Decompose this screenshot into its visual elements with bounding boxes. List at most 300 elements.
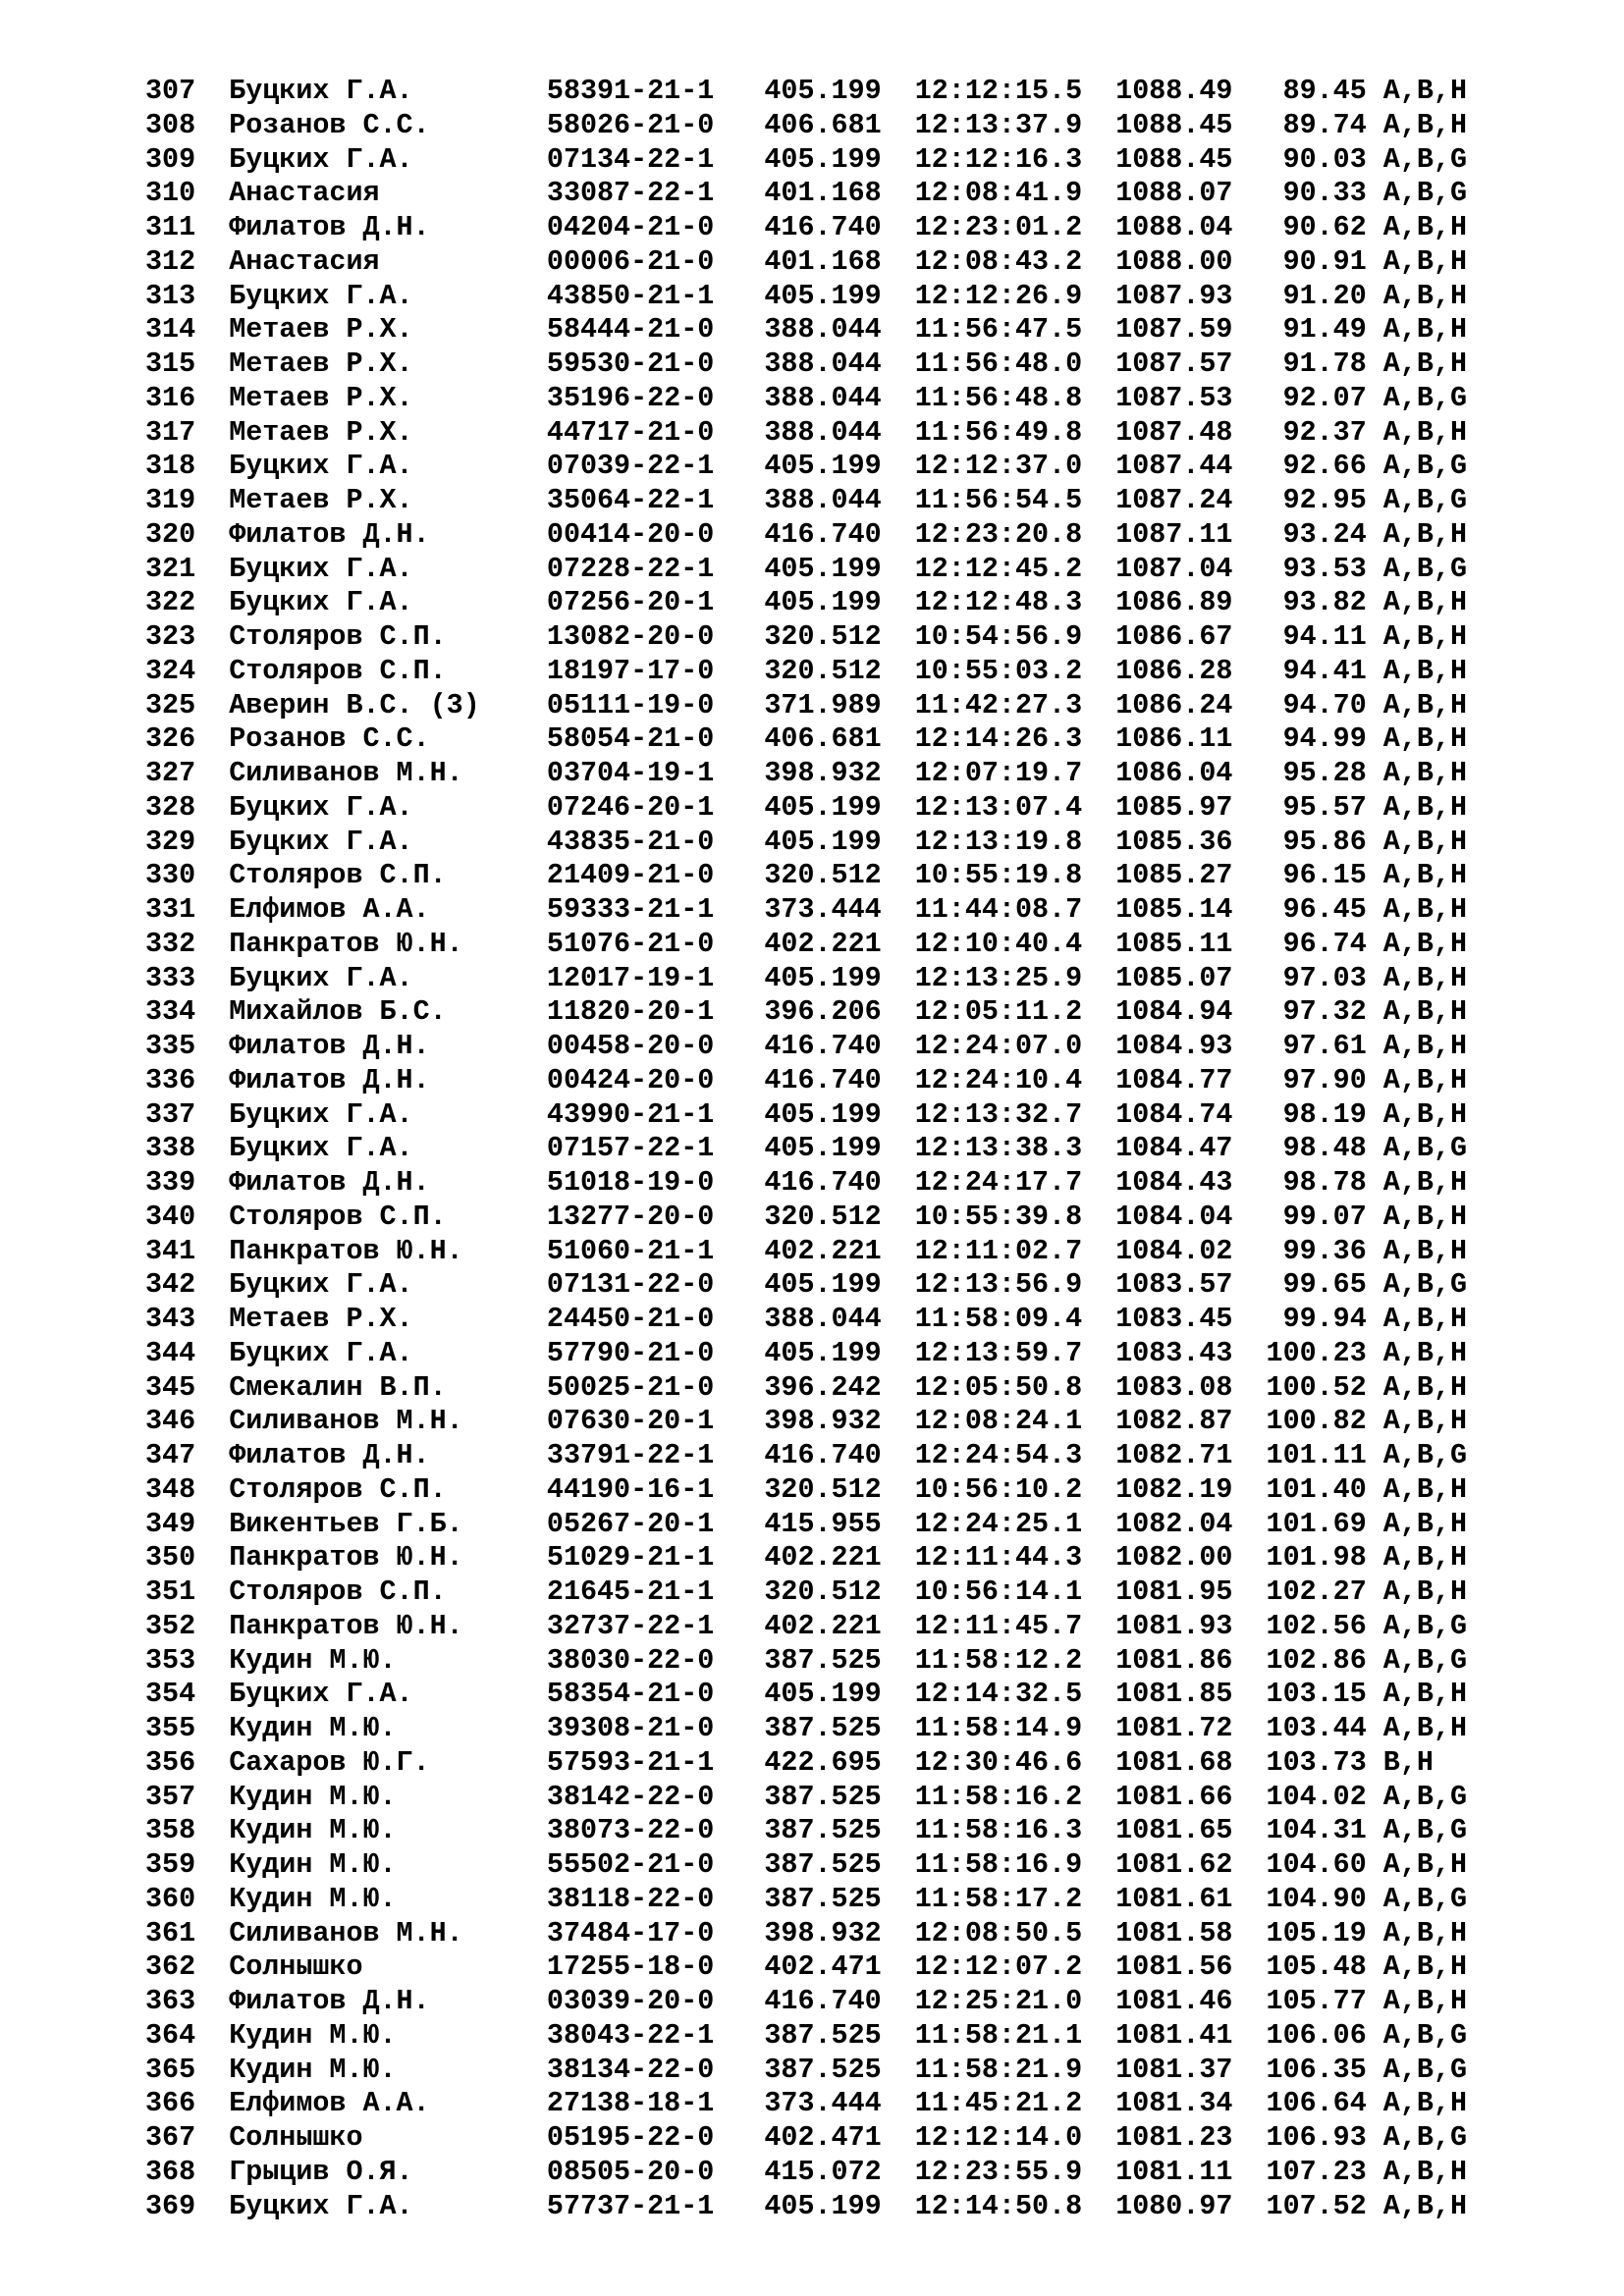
cell-place: 318 [145, 450, 230, 483]
cell-time: 12:23:55.9 [914, 2155, 1116, 2188]
table-row [145, 211, 1467, 245]
cell-coef: 99.65 [1266, 1268, 1383, 1302]
cell-ring: 24450-21-0 [546, 1303, 765, 1335]
cell-place: 360 [145, 1882, 230, 1915]
cell-coef: 101.69 [1266, 1507, 1383, 1540]
cell-ring: 51029-21-1 [546, 1541, 765, 1575]
cell-ring: 03039-20-0 [546, 1985, 765, 2017]
cell-ring: 17255-18-0 [546, 1950, 765, 1984]
cell-coef: 103.15 [1266, 1678, 1383, 1711]
table-row [145, 1712, 1467, 1746]
cell-coef: 103.44 [1266, 1712, 1383, 1744]
cell-name: Розанов С.С. [229, 722, 547, 756]
cell-distance: 320.512 [764, 1472, 915, 1506]
cell-distance: 405.199 [764, 790, 915, 824]
cell-time: 11:56:54.5 [914, 484, 1116, 516]
cell-distance: 387.525 [764, 1712, 915, 1744]
cell-groups: A,B,G [1382, 1439, 1467, 1471]
cell-coef: 90.91 [1266, 244, 1383, 278]
cell-ring: 03704-19-1 [546, 757, 765, 789]
cell-place: 313 [145, 279, 230, 312]
cell-speed: 1088.45 [1115, 142, 1267, 176]
cell-name: Кудин М.Ю. [229, 1848, 547, 1881]
table-row [145, 1814, 1467, 1848]
cell-place: 333 [145, 961, 230, 994]
cell-place: 357 [145, 1780, 230, 1813]
cell-coef: 104.90 [1266, 1882, 1383, 1915]
cell-time: 11:58:16.2 [914, 1780, 1116, 1813]
cell-speed: 1085.36 [1115, 825, 1267, 858]
cell-coef: 98.48 [1266, 1132, 1383, 1165]
cell-time: 10:56:10.2 [914, 1472, 1116, 1506]
cell-speed: 1084.47 [1115, 1132, 1267, 1165]
cell-distance: 388.044 [764, 313, 915, 347]
cell-speed: 1083.43 [1115, 1336, 1267, 1369]
cell-speed: 1084.93 [1115, 1030, 1267, 1062]
cell-name: Буцких Г.А. [229, 279, 547, 312]
cell-distance: 416.740 [764, 1439, 915, 1471]
table-row [145, 177, 1467, 211]
cell-name: Буцких Г.А. [229, 790, 547, 824]
cell-speed: 1081.72 [1115, 1712, 1267, 1744]
cell-speed: 1086.28 [1115, 654, 1267, 687]
cell-distance: 405.199 [764, 2189, 915, 2222]
cell-ring: 07131-22-0 [546, 1268, 765, 1302]
cell-distance: 398.932 [764, 1916, 915, 1949]
cell-ring: 55502-21-0 [546, 1848, 765, 1881]
cell-name: Кудин М.Ю. [229, 2053, 547, 2086]
table-row [145, 518, 1467, 553]
cell-distance: 402.221 [764, 927, 915, 960]
cell-speed: 1081.46 [1115, 1985, 1267, 2017]
table-row [145, 757, 1467, 791]
cell-name: Кудин М.Ю. [229, 1712, 547, 1744]
cell-ring: 00458-20-0 [546, 1030, 765, 1062]
cell-name: Буцких Г.А. [229, 1268, 547, 1302]
table-row [145, 75, 1467, 109]
cell-coef: 95.28 [1266, 757, 1383, 789]
cell-place: 312 [145, 244, 230, 278]
cell-coef: 98.19 [1266, 1097, 1383, 1131]
cell-name: Столяров С.П. [229, 654, 547, 687]
cell-groups: A,B,H [1382, 927, 1467, 960]
cell-time: 12:12:07.2 [914, 1950, 1116, 1984]
cell-groups: A,B,H [1382, 1405, 1467, 1438]
cell-speed: 1086.24 [1115, 688, 1267, 721]
cell-coef: 98.78 [1266, 1166, 1383, 1199]
cell-coef: 92.66 [1266, 450, 1383, 483]
cell-distance: 415.072 [764, 2155, 915, 2188]
cell-groups: A,B,H [1382, 2189, 1467, 2222]
cell-place: 369 [145, 2189, 230, 2222]
table-row [145, 1439, 1467, 1473]
cell-groups: A,B,G [1382, 1814, 1467, 1847]
cell-place: 314 [145, 313, 230, 347]
cell-place: 332 [145, 927, 230, 960]
cell-coef: 97.61 [1266, 1030, 1383, 1062]
table-row [145, 2156, 1467, 2190]
cell-place: 351 [145, 1575, 230, 1608]
cell-time: 11:58:09.4 [914, 1303, 1116, 1335]
cell-groups: A,B,H [1382, 1712, 1467, 1744]
cell-name: Буцких Г.А. [229, 2189, 547, 2222]
table-row [145, 416, 1467, 451]
cell-ring: 05195-22-0 [546, 2121, 765, 2154]
cell-distance: 416.740 [764, 517, 915, 551]
cell-speed: 1082.00 [1115, 1541, 1267, 1575]
cell-coef: 106.06 [1266, 2018, 1383, 2052]
cell-ring: 58444-21-0 [546, 313, 765, 347]
cell-time: 12:14:26.3 [914, 722, 1116, 756]
cell-groups: A,B,H [1382, 1303, 1467, 1335]
cell-time: 12:08:24.1 [914, 1405, 1116, 1438]
cell-speed: 1081.61 [1115, 1882, 1267, 1915]
cell-time: 12:24:25.1 [914, 1507, 1116, 1540]
cell-ring: 18197-17-0 [546, 654, 765, 687]
cell-coef: 104.31 [1266, 1814, 1383, 1847]
cell-coef: 89.45 [1266, 75, 1383, 107]
cell-time: 12:13:25.9 [914, 961, 1116, 994]
cell-place: 350 [145, 1541, 230, 1575]
cell-name: Кудин М.Ю. [229, 1814, 547, 1847]
table-row [145, 1064, 1467, 1098]
cell-ring: 13277-20-0 [546, 1200, 765, 1233]
cell-groups: A,B,G [1382, 552, 1467, 585]
cell-time: 12:13:32.7 [914, 1097, 1116, 1131]
cell-place: 320 [145, 517, 230, 551]
cell-distance: 388.044 [764, 415, 915, 449]
cell-coef: 99.36 [1266, 1234, 1383, 1267]
cell-ring: 58354-21-0 [546, 1678, 765, 1711]
cell-distance: 402.221 [764, 1541, 915, 1575]
table-row [145, 655, 1467, 689]
cell-ring: 07256-20-1 [546, 586, 765, 619]
cell-ring: 05111-19-0 [546, 688, 765, 721]
cell-groups: A,B,H [1382, 1507, 1467, 1540]
cell-distance: 406.681 [764, 108, 915, 141]
cell-coef: 99.07 [1266, 1200, 1383, 1233]
cell-time: 12:05:50.8 [914, 1370, 1116, 1404]
cell-time: 12:08:50.5 [914, 1916, 1116, 1949]
cell-speed: 1087.53 [1115, 381, 1267, 414]
cell-name: Буцких Г.А. [229, 961, 547, 994]
cell-place: 316 [145, 381, 230, 414]
table-row [145, 1541, 1467, 1575]
cell-coef: 106.93 [1266, 2121, 1383, 2154]
cell-coef: 96.45 [1266, 893, 1383, 926]
cell-distance: 373.444 [764, 2087, 915, 2120]
cell-speed: 1087.11 [1115, 517, 1267, 551]
cell-groups: A,B,H [1382, 1575, 1467, 1608]
cell-distance: 388.044 [764, 484, 915, 516]
cell-name: Буцких Г.А. [229, 825, 547, 858]
cell-name: Елфимов А.А. [229, 2087, 547, 2120]
cell-place: 319 [145, 484, 230, 516]
cell-distance: 387.525 [764, 1848, 915, 1881]
cell-speed: 1084.77 [1115, 1063, 1267, 1096]
cell-coef: 90.33 [1266, 177, 1383, 210]
cell-time: 12:14:32.5 [914, 1678, 1116, 1711]
cell-place: 326 [145, 722, 230, 756]
cell-time: 11:45:21.2 [914, 2087, 1116, 2120]
cell-distance: 396.242 [764, 1370, 915, 1404]
table-row [145, 2019, 1467, 2054]
table-row [145, 689, 1467, 723]
cell-distance: 405.199 [764, 1268, 915, 1302]
cell-ring: 07039-22-1 [546, 450, 765, 483]
cell-coef: 90.62 [1266, 211, 1383, 243]
table-row [145, 722, 1467, 757]
cell-place: 365 [145, 2053, 230, 2086]
cell-place: 308 [145, 108, 230, 141]
table-row [145, 1473, 1467, 1508]
cell-speed: 1081.85 [1115, 1678, 1267, 1711]
cell-speed: 1084.04 [1115, 1200, 1267, 1233]
cell-coef: 105.77 [1266, 1985, 1383, 2017]
cell-coef: 92.37 [1266, 415, 1383, 449]
cell-coef: 91.49 [1266, 313, 1383, 347]
cell-groups: A,B,H [1382, 1030, 1467, 1062]
cell-time: 12:13:38.3 [914, 1132, 1116, 1165]
cell-groups: A,B,H [1382, 279, 1467, 312]
cell-place: 325 [145, 688, 230, 721]
cell-name: Силиванов М.Н. [229, 1916, 547, 1949]
table-row [145, 2121, 1467, 2156]
cell-coef: 102.27 [1266, 1575, 1383, 1608]
cell-coef: 95.86 [1266, 825, 1383, 858]
cell-distance: 405.199 [764, 1678, 915, 1711]
cell-groups: A,B,G [1382, 177, 1467, 210]
table-row [145, 553, 1467, 587]
cell-ring: 08505-20-0 [546, 2155, 765, 2188]
cell-name: Буцких Г.А. [229, 450, 547, 483]
cell-distance: 320.512 [764, 1575, 915, 1608]
cell-ring: 00414-20-0 [546, 517, 765, 551]
cell-coef: 100.82 [1266, 1405, 1383, 1438]
cell-time: 11:42:27.3 [914, 688, 1116, 721]
cell-distance: 402.221 [764, 1234, 915, 1267]
cell-name: Столяров С.П. [229, 859, 547, 892]
cell-ring: 11820-20-1 [546, 995, 765, 1029]
cell-speed: 1088.00 [1115, 244, 1267, 278]
cell-speed: 1081.86 [1115, 1643, 1267, 1677]
cell-ring: 05267-20-1 [546, 1507, 765, 1540]
table-row [145, 1950, 1467, 1985]
cell-place: 362 [145, 1950, 230, 1984]
cell-name: Метаев Р.Х. [229, 484, 547, 516]
cell-place: 346 [145, 1405, 230, 1438]
cell-name: Панкратов Ю.Н. [229, 1541, 547, 1575]
cell-place: 330 [145, 859, 230, 892]
cell-distance: 422.695 [764, 1745, 915, 1779]
cell-distance: 405.199 [764, 142, 915, 176]
cell-name: Филатов Д.Н. [229, 517, 547, 551]
cell-place: 340 [145, 1200, 230, 1233]
table-row [145, 484, 1467, 518]
cell-coef: 107.23 [1266, 2155, 1383, 2188]
cell-distance: 402.221 [764, 1609, 915, 1642]
cell-ring: 43835-21-0 [546, 825, 765, 858]
cell-place: 315 [145, 347, 230, 380]
cell-groups: A,B,G [1382, 2053, 1467, 2086]
cell-coef: 102.86 [1266, 1643, 1383, 1677]
cell-groups: A,B,H [1382, 995, 1467, 1029]
cell-groups: A,B,H [1382, 893, 1467, 926]
cell-name: Анастасия [229, 244, 547, 278]
cell-ring: 37484-17-0 [546, 1916, 765, 1949]
cell-ring: 38043-22-1 [546, 2018, 765, 2052]
cell-place: 328 [145, 790, 230, 824]
cell-coef: 89.74 [1266, 108, 1383, 141]
cell-speed: 1081.65 [1115, 1814, 1267, 1847]
cell-place: 361 [145, 1916, 230, 1949]
cell-name: Силиванов М.Н. [229, 757, 547, 789]
table-row [145, 962, 1467, 996]
table-row [145, 620, 1467, 655]
cell-ring: 38073-22-0 [546, 1814, 765, 1847]
cell-ring: 12017-19-1 [546, 961, 765, 994]
cell-distance: 405.199 [764, 450, 915, 483]
cell-speed: 1087.93 [1115, 279, 1267, 312]
table-row [145, 1781, 1467, 1815]
cell-groups: A,B,G [1382, 1882, 1467, 1915]
cell-ring: 51018-19-0 [546, 1166, 765, 1199]
cell-coef: 99.94 [1266, 1303, 1383, 1335]
cell-distance: 402.471 [764, 2121, 915, 2154]
cell-speed: 1081.23 [1115, 2121, 1267, 2154]
cell-groups: A,B,H [1382, 211, 1467, 243]
cell-name: Кудин М.Ю. [229, 1882, 547, 1915]
cell-coef: 94.41 [1266, 654, 1383, 687]
cell-time: 12:12:45.2 [914, 552, 1116, 585]
cell-time: 12:11:02.7 [914, 1234, 1116, 1267]
table-row [145, 1303, 1467, 1337]
cell-groups: A,B,H [1382, 1063, 1467, 1096]
cell-time: 10:56:14.1 [914, 1575, 1116, 1608]
cell-speed: 1086.04 [1115, 757, 1267, 789]
cell-speed: 1084.02 [1115, 1234, 1267, 1267]
cell-ring: 27138-18-1 [546, 2087, 765, 2120]
cell-speed: 1087.24 [1115, 484, 1267, 516]
cell-coef: 94.70 [1266, 688, 1383, 721]
cell-time: 12:12:26.9 [914, 279, 1116, 312]
cell-groups: A,B,G [1382, 450, 1467, 483]
cell-groups: A,B,G [1382, 1132, 1467, 1165]
cell-name: Буцких Г.А. [229, 142, 547, 176]
cell-place: 311 [145, 211, 230, 243]
cell-ring: 50025-21-0 [546, 1370, 765, 1404]
cell-place: 323 [145, 620, 230, 653]
cell-distance: 388.044 [764, 347, 915, 380]
cell-ring: 43850-21-1 [546, 279, 765, 312]
cell-groups: A,B,H [1382, 1200, 1467, 1233]
cell-ring: 33087-22-1 [546, 177, 765, 210]
table-row [145, 1371, 1467, 1406]
cell-groups: A,B,H [1382, 859, 1467, 892]
cell-speed: 1085.07 [1115, 961, 1267, 994]
cell-groups: A,B,H [1382, 108, 1467, 141]
cell-time: 12:13:19.8 [914, 825, 1116, 858]
cell-time: 12:13:56.9 [914, 1268, 1116, 1302]
cell-speed: 1081.58 [1115, 1916, 1267, 1949]
table-row [145, 1746, 1467, 1781]
cell-ring: 38030-22-0 [546, 1643, 765, 1677]
table-row [145, 1235, 1467, 1269]
table-row [145, 859, 1467, 893]
cell-time: 12:13:59.7 [914, 1336, 1116, 1369]
cell-time: 10:55:03.2 [914, 654, 1116, 687]
cell-name: Филатов Д.Н. [229, 1439, 547, 1471]
cell-speed: 1081.11 [1115, 2155, 1267, 2188]
cell-place: 337 [145, 1097, 230, 1131]
cell-name: Метаев Р.Х. [229, 1303, 547, 1335]
cell-speed: 1083.57 [1115, 1268, 1267, 1302]
cell-name: Буцких Г.А. [229, 1132, 547, 1165]
cell-distance: 416.740 [764, 1030, 915, 1062]
cell-place: 368 [145, 2155, 230, 2188]
cell-place: 358 [145, 1814, 230, 1847]
cell-distance: 405.199 [764, 1132, 915, 1165]
cell-distance: 406.681 [764, 722, 915, 756]
cell-time: 12:23:20.8 [914, 517, 1116, 551]
cell-ring: 00424-20-0 [546, 1063, 765, 1096]
cell-place: 329 [145, 825, 230, 858]
table-row [145, 1678, 1467, 1712]
cell-time: 12:13:07.4 [914, 790, 1116, 824]
cell-ring: 07157-22-1 [546, 1132, 765, 1165]
cell-groups: A,B,H [1382, 244, 1467, 278]
cell-place: 342 [145, 1268, 230, 1302]
cell-ring: 39308-21-0 [546, 1712, 765, 1744]
table-row [145, 791, 1467, 826]
cell-time: 11:58:14.9 [914, 1712, 1116, 1744]
table-row [145, 1201, 1467, 1235]
cell-ring: 57737-21-1 [546, 2189, 765, 2222]
cell-ring: 07134-22-1 [546, 142, 765, 176]
table-row [145, 1405, 1467, 1439]
cell-name: Метаев Р.Х. [229, 381, 547, 414]
cell-name: Панкратов Ю.Н. [229, 927, 547, 960]
cell-ring: 07246-20-1 [546, 790, 765, 824]
cell-place: 359 [145, 1848, 230, 1881]
cell-place: 343 [145, 1303, 230, 1335]
table-row [145, 313, 1467, 347]
cell-time: 12:12:14.0 [914, 2121, 1116, 2154]
table-row [145, 1268, 1467, 1303]
cell-coef: 95.57 [1266, 790, 1383, 824]
cell-distance: 416.740 [764, 1166, 915, 1199]
cell-speed: 1084.43 [1115, 1166, 1267, 1199]
cell-place: 353 [145, 1643, 230, 1677]
cell-ring: 59333-21-1 [546, 893, 765, 926]
cell-speed: 1081.93 [1115, 1609, 1267, 1642]
cell-name: Аверин В.С. (3) [229, 688, 547, 721]
cell-coef: 91.20 [1266, 279, 1383, 312]
cell-place: 335 [145, 1030, 230, 1062]
table-row [145, 1985, 1467, 2019]
cell-time: 11:58:12.2 [914, 1643, 1116, 1677]
cell-ring: 04204-21-0 [546, 211, 765, 243]
cell-groups: A,B,H [1382, 586, 1467, 619]
cell-name: Столяров С.П. [229, 620, 547, 653]
cell-coef: 104.60 [1266, 1848, 1383, 1881]
cell-time: 12:30:46.6 [914, 1745, 1116, 1779]
table-row [145, 826, 1467, 860]
cell-speed: 1081.41 [1115, 2018, 1267, 2052]
table-row [145, 1098, 1467, 1133]
cell-ring: 21645-21-1 [546, 1575, 765, 1608]
cell-name: Панкратов Ю.Н. [229, 1234, 547, 1267]
